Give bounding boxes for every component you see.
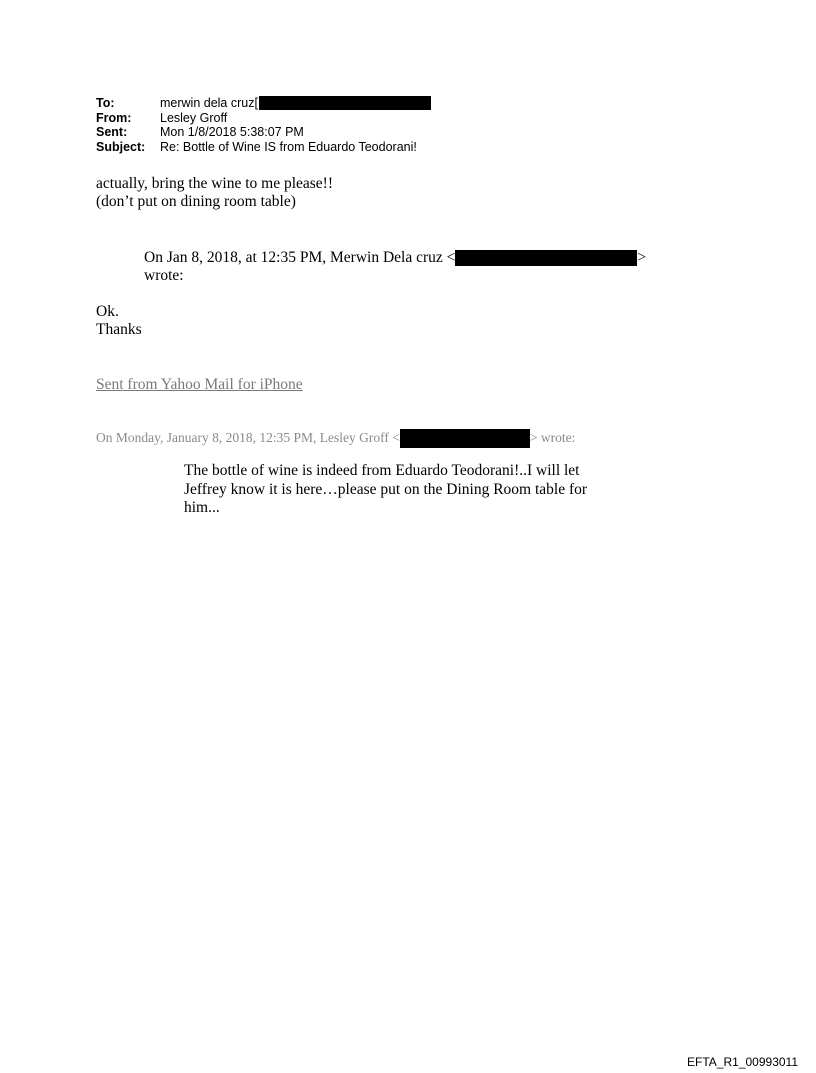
quote2-attribution	[96, 429, 575, 448]
redaction-bar	[455, 250, 637, 266]
reply-line-2: Thanks	[96, 321, 142, 338]
sent-value: Mon 1/8/2018 5:38:07 PM	[160, 125, 304, 139]
quote1-suffix: >	[637, 249, 647, 266]
quote2-line-2: Jeffrey know it is here…please put on the Dining Room table for	[184, 481, 588, 498]
redaction-bar	[259, 96, 431, 110]
quote1-line-2: wrote:	[144, 267, 184, 284]
subject-label: Subject:	[96, 139, 146, 154]
redaction-bar	[400, 429, 530, 448]
quote2-prefix: On Monday, January 8, 2018, 12:35 PM, Lesley Groff <	[96, 430, 400, 445]
quote2-line-1: The bottle of wine is indeed from Eduardo Teodorani!..I will let	[184, 462, 580, 479]
to-row	[96, 96, 431, 111]
sent-row	[96, 125, 431, 140]
body-line-2: (don’t put on dining room table)	[96, 193, 296, 210]
reply-line-1: Ok.	[96, 303, 119, 320]
from-label: From:	[96, 110, 132, 125]
quote2-line-3: him...	[184, 499, 220, 516]
to-bracket: [	[254, 96, 258, 110]
from-row	[96, 111, 431, 126]
quote1-prefix: On Jan 8, 2018, at 12:35 PM, Merwin Dela cruz <	[144, 249, 456, 266]
to-value: merwin dela cruz	[160, 96, 255, 110]
subject-value: Re: Bottle of Wine IS from Eduardo Teodorani!	[160, 139, 417, 154]
email-header	[96, 96, 431, 154]
body-line-1: actually, bring the wine to me please!!	[96, 175, 334, 192]
document-id: EFTA_R1_00993011	[687, 1055, 798, 1069]
subject-row	[96, 140, 431, 155]
to-label: To:	[96, 96, 115, 110]
sent-label: Sent:	[96, 125, 128, 139]
quote2-suffix: > wrote:	[529, 430, 576, 445]
quote1-line-1	[144, 249, 646, 267]
yahoo-mail-link[interactable]: Sent from Yahoo Mail for iPhone	[96, 376, 303, 393]
from-value: Lesley Groff	[160, 110, 228, 125]
